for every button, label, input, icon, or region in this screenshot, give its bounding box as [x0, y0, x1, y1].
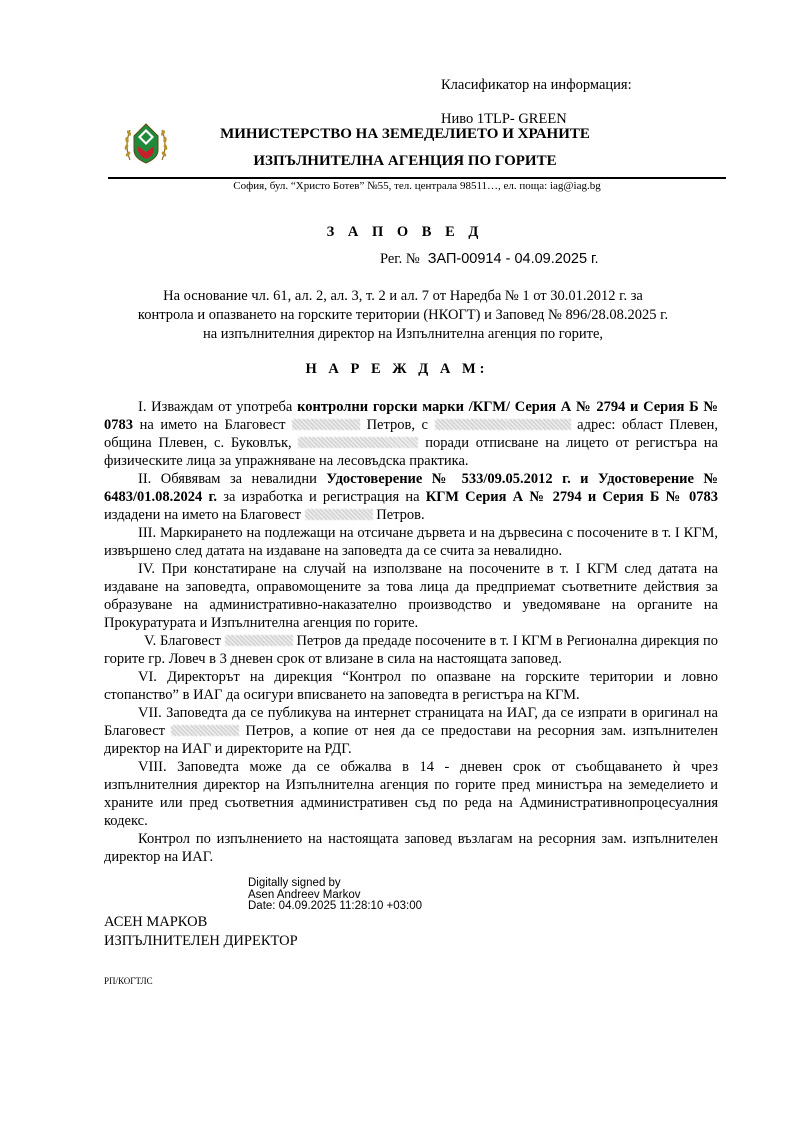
order-body	[104, 398, 718, 866]
redacted-text	[171, 725, 239, 736]
signatory-position: ИЗПЪЛНИТЕЛЕН ДИРЕКТОР	[104, 933, 298, 949]
ministry-name: МИНИСТЕРСТВО НА ЗЕМЕДЕЛИЕТО И ХРАНИТЕ	[220, 126, 590, 142]
agency-name: ИЗПЪЛНИТЕЛНА АГЕНЦИЯ ПО ГОРИТЕ	[253, 153, 557, 169]
registration-line	[380, 251, 599, 268]
basis-line: на изпълнителния директор на Изпълнителна агенция по горите,	[202, 326, 604, 342]
order-item-7: VII. Заповедта да се публикува на интернет страницата на ИАГ, да се изпрати в оригинал на Благовест Петров, а копие от нея да се предостави на ресорния зам. изпълнителен директор на ИАГ и директорите на РДГ.	[104, 705, 719, 757]
classifier-label: Класификатор на информация:	[441, 77, 632, 93]
redacted-text	[435, 419, 507, 430]
classifier-level: Ниво 1TLP- GREEN	[441, 111, 567, 127]
redacted-text	[292, 419, 360, 430]
order-item-3: III. Маркирането на подлежащи на отсичане дървета и на дървесина с посочените в т. I КГМ, извършено след датата на издаване на заповедта да се счита за невалидно.	[104, 525, 718, 559]
order-item-1: I. Изваждам от употреба контролни горски марки /КГМ/ Серия А № 2794 и Серия Б № 0783 на името на Благовест Петров, с адрес: област Плевен, община Плевен, с. Буковлък, поради отписване на лицето от регистъра на физическите лица за упражняване на лесовъдска практика.	[104, 399, 719, 469]
control-clause: Контрол по изпълнението на настоящата заповед възлагам на ресорния зам. изпълнителен директор на ИАГ.	[104, 831, 718, 865]
signatory	[104, 913, 298, 951]
basis-line: контрола и опазването на горските територии (НКОГТ) и Заповед № 896/28.08.2025 г.	[137, 307, 669, 323]
redacted-text	[305, 509, 373, 520]
order-verb-heading: Н А Р Е Ж Д А М:	[305, 361, 489, 377]
agency-address: София, бул. “Христо Ботев” №55, тел. централа 98511…, ел. поща: iag@iag.bg	[233, 180, 601, 192]
order-item-6: VI. Директорът на дирекция “Контрол по опазване на горските територии и ловно стопанство” в ИАГ да осигури вписването на заповедта в регистъра на КГМ.	[104, 669, 718, 703]
registration-label: Рег. №	[380, 251, 420, 267]
order-item-5: V. Благовест Петров да предаде посочените в т. I КГМ в Регионална дирекция по горите гр. Ловеч в 3 дневен срок от влизане в сила на настоящата заповед.	[104, 633, 719, 667]
document-title: З А П О В Е Д	[326, 224, 484, 240]
legal-basis	[98, 287, 708, 344]
coat-of-arms-icon	[122, 120, 170, 166]
redacted-text	[298, 437, 418, 448]
order-item-8: VIII. Заповедта може да се обжалва в 14 - дневен срок от съобщаването ѝ чрез изпълнителния директор на Изпълнителна агенция по горите пред министъра на земеделието и храните или пред съответния административен съд по реда на Административнопроцесуалния кодекс.	[104, 759, 718, 829]
redacted-text	[507, 419, 571, 430]
order-item-4: IV. При констатиране на случай на използване на посочените в т. I КГМ след датата на издаване на заповедта, оправомощените за това лица да предприемат съответните действия за образуване на административно-наказателно производство и уведомяване на органите на Прокуратурата и Изпълнителна агенция по горите.	[104, 561, 718, 631]
header-divider	[108, 177, 726, 179]
signatory-name: АСЕН МАРКОВ	[104, 914, 208, 930]
order-item-2: II. Обявявам за невалидни Удостоверение № 533/09.05.2012 г. и Удостоверение № 6483/01.08.2024 г. за изработка и регистрация на КГМ Серия А № 2794 и Серия Б № 0783 издадени на името на Благовест Петров.	[104, 471, 719, 523]
ministry-header	[200, 121, 610, 175]
digital-signature-stamp: Digitally signed by Asen Andreev Markov Date: 04.09.2025 11:28:10 +03:00	[248, 877, 423, 912]
basis-line: На основание чл. 61, ал. 2, ал. 3, т. 2 и ал. 7 от Наредба № 1 от 30.01.2012 г. за	[163, 288, 643, 304]
registration-number: ЗАП-00914 - 04.09.2025 г.	[427, 251, 599, 267]
footer-code: РП/КОГТЛС	[104, 976, 153, 986]
redacted-text	[225, 635, 293, 646]
